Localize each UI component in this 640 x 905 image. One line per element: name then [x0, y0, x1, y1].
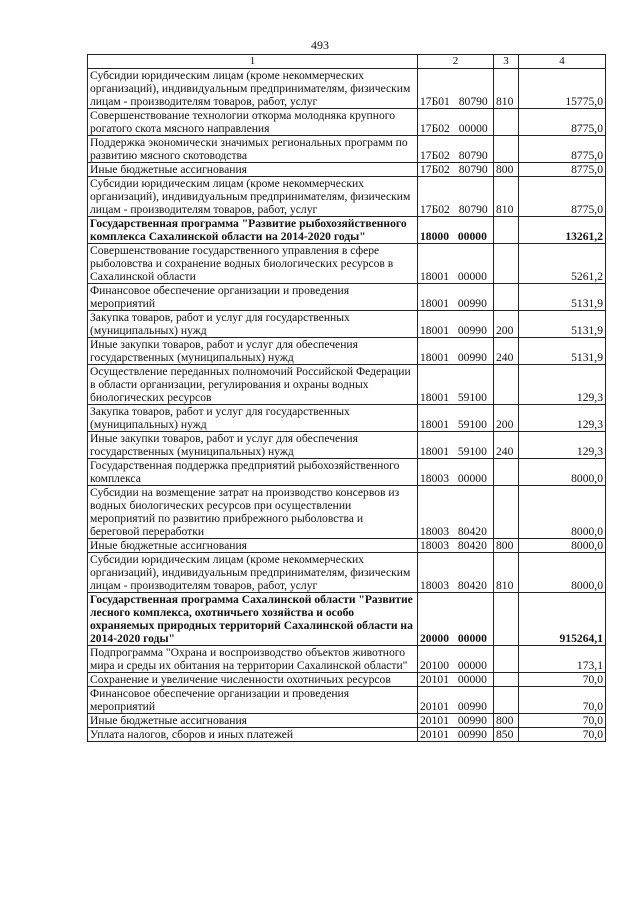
row-name-cell: Финансовое обеспечение организации и проведения мероприятий — [88, 284, 418, 311]
table-row — [88, 177, 606, 217]
row-code-cell: 18003 80420 — [418, 539, 494, 553]
row-type-cell — [494, 284, 519, 311]
row-sum-cell: 8775,0 — [519, 177, 606, 217]
table-row — [88, 109, 606, 136]
row-name-cell: Иные бюджетные ассигнования — [88, 714, 418, 728]
row-sum-cell: 8000,0 — [519, 486, 606, 539]
budget-table — [87, 54, 606, 742]
row-code-cell: 20101 00990 — [418, 714, 494, 728]
row-type-cell — [494, 459, 519, 486]
row-code-cell: 18001 00000 — [418, 244, 494, 284]
table-row — [88, 432, 606, 459]
row-sum-cell: 70,0 — [519, 714, 606, 728]
row-name-cell: Государственная программа "Развитие рыбохозяйственного комплекса Сахалинской области на 2014-2020 годы" — [88, 217, 418, 244]
row-sum-cell: 70,0 — [519, 728, 606, 742]
row-type-cell — [494, 646, 519, 673]
column-header-type: 3 — [494, 55, 519, 69]
row-type-cell: 810 — [494, 177, 519, 217]
row-code-cell: 20101 00000 — [418, 673, 494, 687]
table-row — [88, 486, 606, 539]
row-sum-cell: 5131,9 — [519, 284, 606, 311]
row-name-cell: Субсидии на возмещение затрат на производство консервов из водных биологических ресурсов при осуществлении мероприятий по развитию прибрежного рыболовства и береговой переработки — [88, 486, 418, 539]
row-code-cell: 20000 00000 — [418, 593, 494, 646]
row-code-cell: 18001 59100 — [418, 365, 494, 405]
row-type-cell: 240 — [494, 432, 519, 459]
row-name-cell: Подпрограмма "Охрана и воспроизводство объектов животного мира и среды их обитания на территории Сахалинской области" — [88, 646, 418, 673]
row-code-cell: 17Б01 80790 — [418, 69, 494, 109]
row-name-cell: Иные бюджетные ассигнования — [88, 539, 418, 553]
row-name-cell: Субсидии юридическим лицам (кроме некоммерческих организаций), индивидуальным предпринимателям, физическим лицам - производителям товаров, работ, услуг — [88, 69, 418, 109]
row-code-cell: 18001 00990 — [418, 338, 494, 365]
row-type-cell — [494, 687, 519, 714]
table-row — [88, 217, 606, 244]
row-name-cell: Уплата налогов, сборов и иных платежей — [88, 728, 418, 742]
table-row — [88, 459, 606, 486]
row-code-cell: 18001 00990 — [418, 311, 494, 338]
row-sum-cell: 8775,0 — [519, 163, 606, 177]
row-code-cell: 17Б02 80790 — [418, 136, 494, 163]
row-type-cell — [494, 217, 519, 244]
row-code-cell: 18003 80420 — [418, 553, 494, 593]
row-sum-cell: 8000,0 — [519, 539, 606, 553]
row-sum-cell: 8000,0 — [519, 553, 606, 593]
row-type-cell: 200 — [494, 405, 519, 432]
row-code-cell: 20101 00990 — [418, 728, 494, 742]
table-row — [88, 69, 606, 109]
row-sum-cell: 129,3 — [519, 405, 606, 432]
row-type-cell — [494, 136, 519, 163]
row-type-cell — [494, 486, 519, 539]
row-code-cell: 17Б02 80790 — [418, 177, 494, 217]
row-sum-cell: 8775,0 — [519, 109, 606, 136]
row-code-cell: 18000 00000 — [418, 217, 494, 244]
page-number: 493 — [311, 38, 329, 52]
table-row — [88, 714, 606, 728]
row-type-cell: 800 — [494, 163, 519, 177]
row-name-cell: Финансовое обеспечение организации и проведения мероприятий — [88, 687, 418, 714]
row-name-cell: Закупка товаров, работ и услуг для государственных (муниципальных) нужд — [88, 405, 418, 432]
row-name-cell: Поддержка экономически значимых региональных программ по развитию мясного скотоводства — [88, 136, 418, 163]
row-code-cell: 17Б02 80790 — [418, 163, 494, 177]
row-code-cell: 20101 00990 — [418, 687, 494, 714]
table-row — [88, 728, 606, 742]
row-name-cell: Иные бюджетные ассигнования — [88, 163, 418, 177]
row-code-cell: 20100 00000 — [418, 646, 494, 673]
row-sum-cell: 13261,2 — [519, 217, 606, 244]
row-code-cell: 18001 59100 — [418, 432, 494, 459]
row-sum-cell: 70,0 — [519, 673, 606, 687]
row-name-cell: Совершенствование государственного управления в сфере рыболовства и сохранение водных биологических ресурсов в Сахалинской области — [88, 244, 418, 284]
row-name-cell: Сохранение и увеличение численности охотничьих ресурсов — [88, 673, 418, 687]
row-type-cell: 810 — [494, 553, 519, 593]
column-header-name: 1 — [88, 55, 418, 69]
row-sum-cell: 5131,9 — [519, 338, 606, 365]
row-sum-cell: 15775,0 — [519, 69, 606, 109]
table-row — [88, 284, 606, 311]
row-name-cell: Осуществление переданных полномочий Российской Федерации в области организации, регулирования и охраны водных биологических ресурсов — [88, 365, 418, 405]
table-row — [88, 136, 606, 163]
table-row — [88, 593, 606, 646]
table-row — [88, 687, 606, 714]
row-type-cell: 200 — [494, 311, 519, 338]
row-type-cell — [494, 109, 519, 136]
column-header-code: 2 — [418, 55, 494, 69]
row-sum-cell: 8000,0 — [519, 459, 606, 486]
column-header-sum: 4 — [519, 55, 606, 69]
row-code-cell: 18001 00990 — [418, 284, 494, 311]
row-type-cell — [494, 244, 519, 284]
table-row — [88, 539, 606, 553]
row-name-cell: Иные закупки товаров, работ и услуг для обеспечения государственных (муниципальных) нужд — [88, 338, 418, 365]
row-type-cell: 850 — [494, 728, 519, 742]
row-code-cell: 18003 80420 — [418, 486, 494, 539]
row-sum-cell: 70,0 — [519, 687, 606, 714]
table-row — [88, 405, 606, 432]
table-row — [88, 338, 606, 365]
row-code-cell: 18003 00000 — [418, 459, 494, 486]
row-sum-cell: 129,3 — [519, 432, 606, 459]
table-row — [88, 163, 606, 177]
table-row — [88, 553, 606, 593]
row-type-cell: 240 — [494, 338, 519, 365]
row-sum-cell: 5131,9 — [519, 311, 606, 338]
row-type-cell: 800 — [494, 539, 519, 553]
row-sum-cell: 129,3 — [519, 365, 606, 405]
row-type-cell — [494, 673, 519, 687]
row-name-cell: Совершенствование технологии откорма молодняка крупного рогатого скота мясного направления — [88, 109, 418, 136]
row-code-cell: 18001 59100 — [418, 405, 494, 432]
row-name-cell: Государственная программа Сахалинской области "Развитие лесного комплекса, охотничьего хозяйства и особо охраняемых природных территорий Сахалинской области на 2014-2020 годы" — [88, 593, 418, 646]
row-type-cell: 810 — [494, 69, 519, 109]
row-code-cell: 17Б02 00000 — [418, 109, 494, 136]
row-type-cell — [494, 593, 519, 646]
row-sum-cell: 915264,1 — [519, 593, 606, 646]
row-name-cell: Субсидии юридическим лицам (кроме некоммерческих организаций), индивидуальным предпринимателям, физическим лицам - производителям товаров, работ, услуг — [88, 177, 418, 217]
row-type-cell — [494, 365, 519, 405]
table-row — [88, 311, 606, 338]
table-row — [88, 365, 606, 405]
table-header-row — [88, 55, 606, 69]
table-row — [88, 244, 606, 284]
row-name-cell: Иные закупки товаров, работ и услуг для обеспечения государственных (муниципальных) нужд — [88, 432, 418, 459]
row-sum-cell: 8775,0 — [519, 136, 606, 163]
row-sum-cell: 173,1 — [519, 646, 606, 673]
row-name-cell: Субсидии юридическим лицам (кроме некоммерческих организаций), индивидуальным предпринимателям, физическим лицам - производителям товаров, работ, услуг — [88, 553, 418, 593]
table-row — [88, 646, 606, 673]
table-row — [88, 673, 606, 687]
row-name-cell: Государственная поддержка предприятий рыбохозяйственного комплекса — [88, 459, 418, 486]
row-name-cell: Закупка товаров, работ и услуг для государственных (муниципальных) нужд — [88, 311, 418, 338]
row-type-cell: 800 — [494, 714, 519, 728]
row-sum-cell: 5261,2 — [519, 244, 606, 284]
